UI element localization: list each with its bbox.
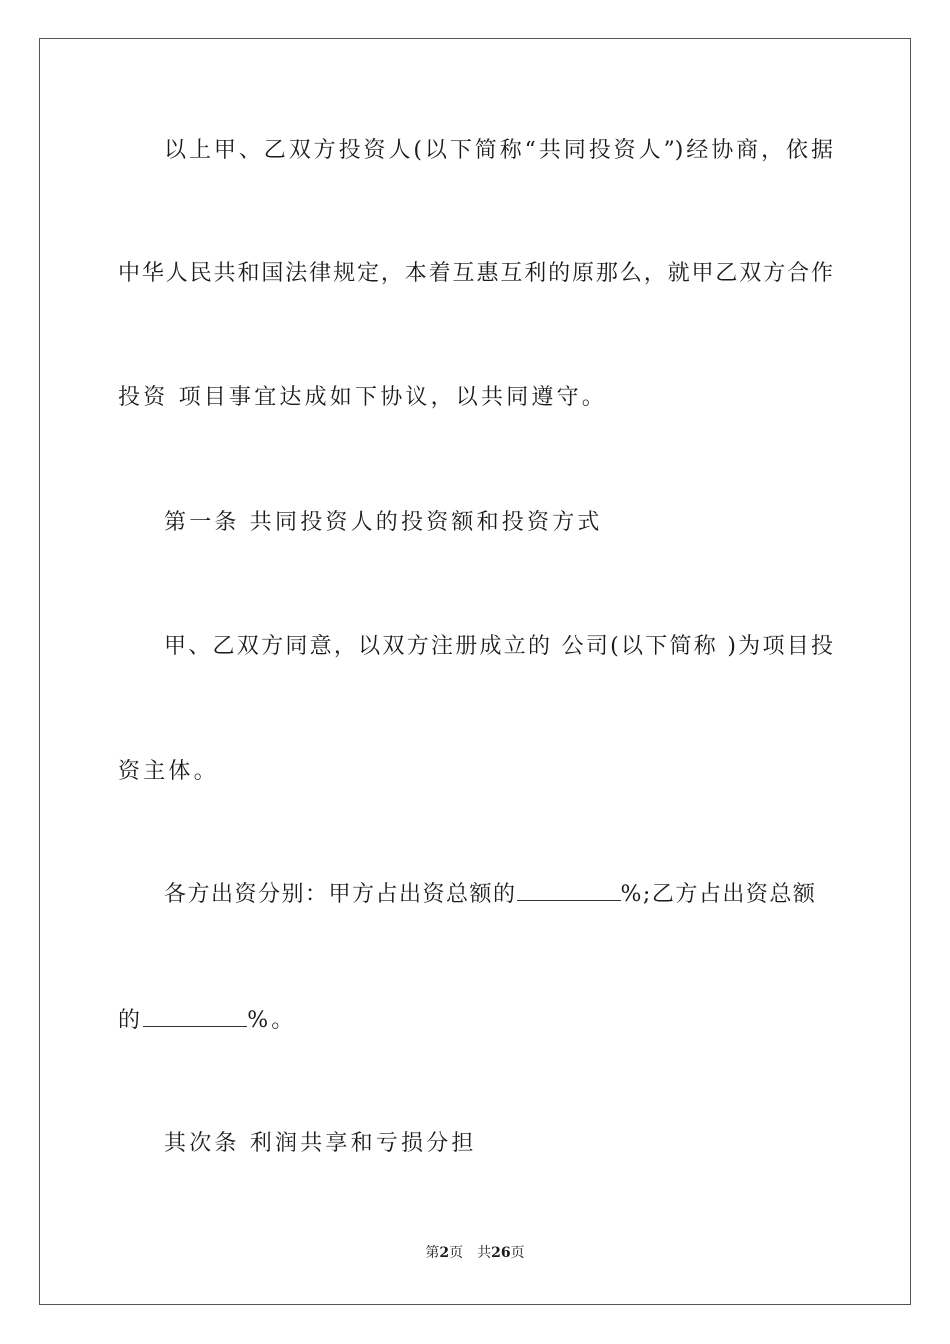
- total-suffix: 页: [510, 1245, 525, 1261]
- total-prefix: 共: [477, 1245, 492, 1261]
- party-b-percentage-blank: [143, 1006, 247, 1027]
- paragraph-contribution-line-1: [164, 880, 833, 910]
- page-frame: [39, 38, 911, 1305]
- contribution-text-d: %。: [247, 1008, 297, 1033]
- paragraph-contribution-line-2: [118, 1006, 833, 1036]
- paragraph-investment-line-1: 甲、乙双方同意，以双方注册成立的 公司(以下简称 )为项目投: [164, 634, 833, 659]
- paragraph-investment-line-2: 资主体。: [118, 759, 219, 784]
- page-footer: [0, 1244, 950, 1262]
- contribution-text-c: 的: [118, 1008, 144, 1033]
- paragraph-intro-line-2: 中华人民共和国法律规定，本着互惠互利的原那么，就甲乙双方合作: [118, 261, 833, 286]
- page-prefix: 第: [425, 1245, 440, 1261]
- article-1-heading: 第一条 共同投资人的投资额和投资方式: [164, 510, 603, 535]
- total-page-count: 26: [491, 1245, 511, 1261]
- contribution-text-b: %;乙方占出资总额: [620, 882, 817, 907]
- current-page-number: 2: [439, 1245, 450, 1261]
- contribution-text-a: 各方出资分别：甲方占出资总额的: [164, 882, 517, 907]
- paragraph-intro-line-3: 投资 项目事宜达成如下协议，以共同遵守。: [118, 385, 607, 410]
- page-suffix: 页: [449, 1245, 464, 1261]
- party-a-percentage-blank: [517, 880, 621, 901]
- paragraph-intro-line-1: 以上甲、乙双方投资人(以下简称“共同投资人”)经协商，依据: [164, 138, 833, 163]
- article-2-heading: 其次条 利润共享和亏损分担: [164, 1131, 477, 1156]
